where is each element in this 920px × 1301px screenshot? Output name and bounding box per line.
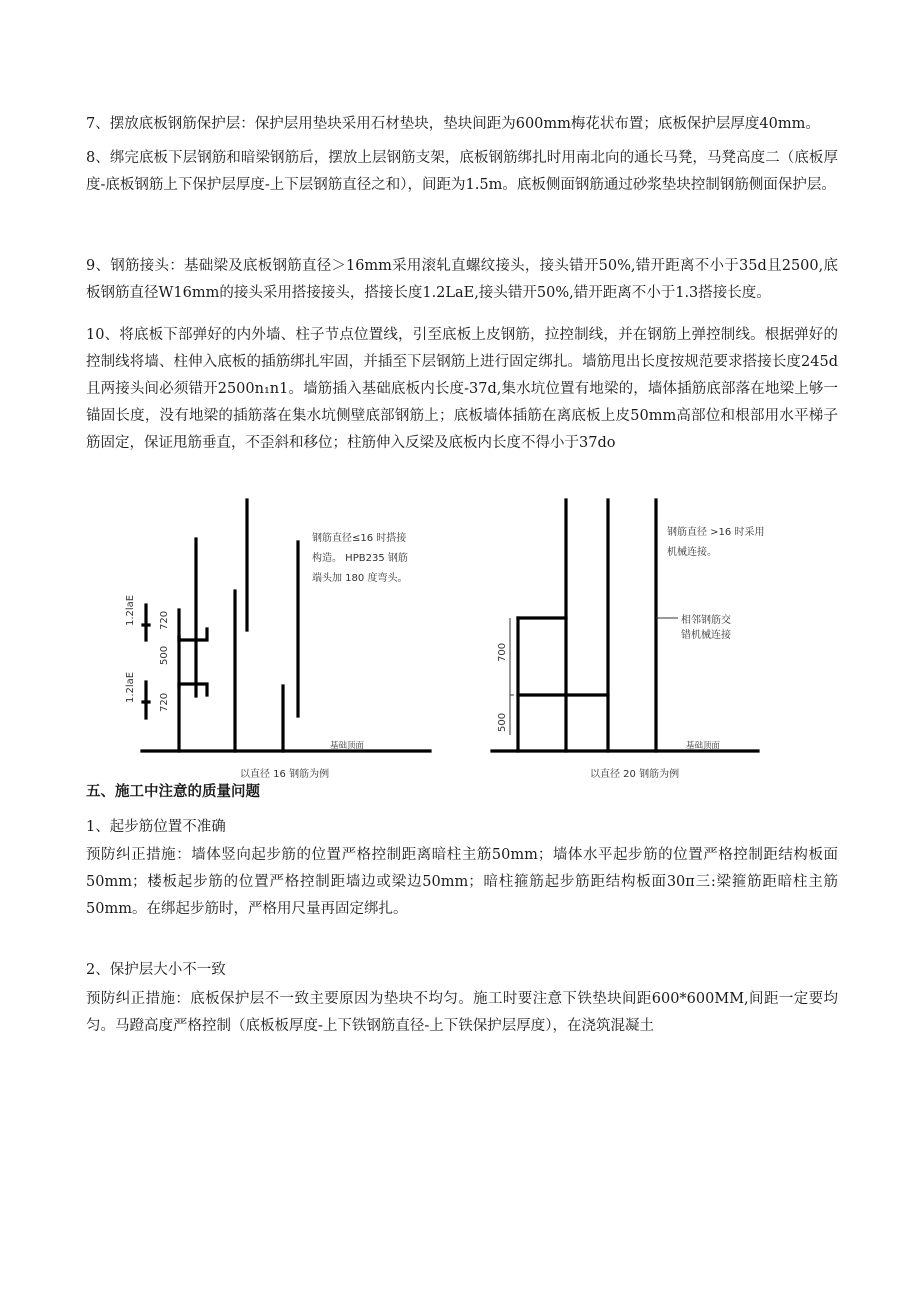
- dim-lower: 500: [497, 712, 508, 732]
- base-label: 基础顶面: [686, 741, 721, 751]
- paragraph-10: 10、将底板下部弹好的内外墙、柱子节点位置线，引至底板上皮钢筋，拉控制线，并在钢筋上弹控制线。根据弹好的控制线将墙、柱伸入底板的插筋绑扎牢固，并插至下层钢筋上进行固定绑扎。墙筋甩出长度按规范要求搭接长度245d且两接头间必须错开2500n₁n1。墙筋插入基础底板内长度-37d,集水坑位置有地梁的，墙体插筋底部落在地梁上够一锚固长度，没有地梁的插筋落在集水坑侧壁底部钢筋上；底板墙体插筋在离底板上皮50mm高部位和根部用水平梯子筋固定，保证甩筋垂直，不歪斜和移位；柱筋伸入反梁及底板内长度不得小于37do: [86, 327, 838, 451]
- dim-upper: 700: [497, 642, 508, 662]
- dim-lower: 720: [159, 692, 170, 712]
- item-1-title: 1、起步筋位置不准确: [86, 819, 226, 835]
- hook-lower: [179, 684, 207, 695]
- lap-length-upper: 1.2laE: [125, 594, 136, 626]
- figure-caption-left: 以直径 16 钢筋为例: [240, 769, 330, 780]
- note-line-2: 构造。 HPB235 钢筋: [312, 553, 408, 564]
- paragraph-9: 9、钢筋接头：基础梁及底板钢筋直径＞16mm采用滚轧直螺纹接头，接头错开50%,错开距离不小于35d且2500,底板钢筋直径W16mm的接头采用搭接接头，搭接长度1.2LaE,接头错开50%,错开距离不小于1.3搭接长度。: [86, 258, 838, 301]
- dim-upper: 720: [159, 610, 170, 630]
- note-line-3: 端头加 180 度弯头。: [312, 573, 408, 584]
- paragraph-8: 8、绑完底板下层钢筋和暗梁钢筋后，摆放上层钢筋支架，底板钢筋绑扎时用南北向的通长马凳，马凳高度二（底板厚度-底板钢筋上下保护层厚度-上下层钢筋直径之和），间距为1.5m。底板侧面钢筋通过砂浆垫块控制钢筋侧面保护层。: [86, 150, 838, 193]
- item-2-body: 预防纠正措施：底板保护层不一致主要原因为垫块不均匀。施工时要注意下铁垫块间距600*600MM,间距一定要均匀。马蹬高度严格控制（底板板厚度-上下铁钢筋直径-上下铁保护层厚度），在浇筑混凝土: [86, 991, 838, 1034]
- figure-caption-right: 以直径 20 钢筋为例: [590, 769, 680, 780]
- note-line-2: 机械连接。: [667, 547, 717, 558]
- base-label: 基础顶面: [330, 741, 365, 751]
- lap-splice-diagram: [125, 490, 440, 785]
- lap-length-lower: 1.2laE: [125, 671, 136, 703]
- callout-line-2: 错机械连接: [681, 630, 731, 641]
- item-1-body: 预防纠正措施：墙体竖向起步筋的位置严格控制距离暗柱主筋50mm；墙体水平起步筋的位置严格控制距结构板面50mm；楼板起步筋的位置严格控制距墙边或梁边50mm；暗柱箍筋起步筋距结构板面30π三:梁箍筋距暗柱主筋50mm。在绑起步筋时，严格用尺量再固定绑扎。: [86, 847, 838, 917]
- hook-upper: [179, 629, 207, 640]
- dim-mid: 500: [159, 645, 170, 665]
- item-2-title: 2、保护层大小不一致: [86, 962, 226, 978]
- note-line-1: 钢筋直径 >16 时采用: [667, 527, 765, 538]
- section-title: 五、施工中注意的质量问题: [86, 783, 260, 800]
- note-line-1: 钢筋直径≤16 时搭接: [312, 533, 407, 544]
- callout-line-1: 相邻钢筋交: [681, 615, 731, 626]
- paragraph-7: 7、摆放底板钢筋保护层：保护层用垫块采用石材垫块，垫块间距为600mm梅花状布置；底板保护层厚度40mm。: [86, 116, 820, 132]
- mechanical-splice-diagram: [490, 490, 780, 785]
